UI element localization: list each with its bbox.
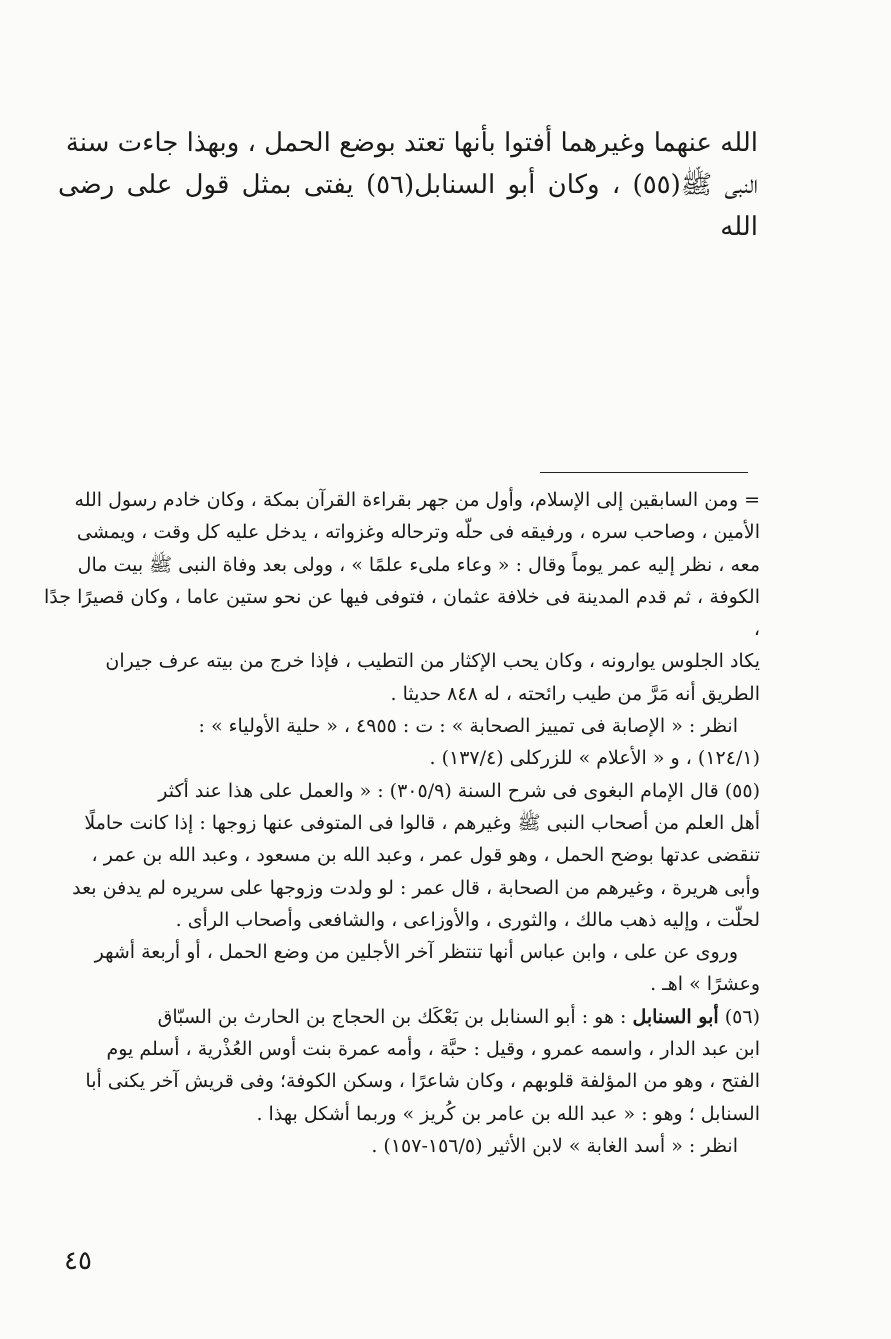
main-line-2: النبى ﷺ(٥٥) ، وكان أبو السنابل(٥٦) يفتى بمثل قول على رضى الله: [58, 170, 758, 242]
footnote-continuation-line: الطريق أنه مَرَّ من طيب رائحته ، له ٨٤٨ حديثا .: [390, 682, 760, 705]
footnote-55-line: [44, 775, 760, 807]
footnote-55-text: قال الإمام البغوى فى شرح السنة (٣٠٥/٩) : « والعمل على هذا عند أكثر: [158, 779, 719, 802]
reference-line: انظر : « الإصابة فى تمييز الصحابة » : ت : ٤٩٥٥ ، « حلية الأولياء » :: [198, 715, 738, 738]
footnotes: [44, 484, 760, 1162]
footnote-continuation-line: الأمين ، وصاحب سره ، ورفيقه فى حلّه وترحاله وغزواته ، يدخل عليه كل وقت ، ويمشى: [76, 521, 760, 544]
footnote-56-label: (٥٦): [724, 1005, 760, 1028]
reference-line: (١٢٤/١) ، و « الأعلام » للزركلى (١٣٧/٤) .: [429, 747, 760, 770]
footnote-continuation-line: الكوفة ، ثم قدم المدينة فى خلافة عثمان ، فتوفى فيها عن نحو ستين عاما ، وكان قصيرًا جدًا ،: [44, 585, 760, 641]
footnote-56-line: ابن عبد الدار ، واسمه عمرو ، وقيل : حبَّة ، وأمه عمرة بنت أوس العُذْرية ، أسلم يوم: [106, 1038, 760, 1061]
footnote-56-line: السنابل ؛ وهو : « عبد الله بن عامر بن كُريز » وربما أشكل بهذا .: [256, 1102, 760, 1125]
footnote-56-title: أبو السنابل: [632, 1005, 719, 1028]
footnote-continuation-line: معه ، نظر إليه عمر يوماً وقال : « وعاء ملىء علمًا » ، وولى بعد وفاة النبى ﷺ بيت مال: [77, 553, 760, 576]
footnote-56-line: [44, 1001, 760, 1033]
footnote-divider: [540, 472, 748, 473]
reference-line: انظر : « أسد الغابة » لابن الأثير (١٥٦/٥-١٥٧) .: [371, 1134, 738, 1157]
page-number: ٤٥: [64, 1246, 92, 1276]
footnote-56-line: الفتح ، وهو من المؤلفة قلوبهم ، وكان شاعرًا ، وسكن الكوفة؛ وفى قريش آخر يكنى أبا: [85, 1070, 760, 1093]
footnote-55-line: وروى عن على ، وابن عباس أنها تنتظر آخر الأجلين من وضع الحمل ، أو أربعة أشهر: [94, 941, 738, 964]
footnote-55-line: تنقضى عدتها بوضح الحمل ، وهو قول عمر ، وعبد الله بن مسعود ، وعبد الله بن عمر ،: [91, 844, 760, 867]
footnote-56-text: : هو : أبو السنابل بن بَعْكَك بن الحجاج بن الحارث بن السبّاق: [157, 1005, 627, 1028]
footnote-continuation-line: = ومن السابقين إلى الإسلام، وأول من جهر بقراءة القرآن بمكة ، وكان خادم رسول الله: [74, 489, 760, 511]
main-line-1: الله عنهما وغيرهما أفتوا بأنها تعتد بوضع الحمل ، وبهذا جاءت سنة: [65, 128, 758, 158]
footnote-55-line: وأبى هريرة ، وغيرهم من الصحابة ، قال عمر : لو ولدت وزوجها على سريره لم يدفن بعد: [72, 876, 760, 899]
footnote-55-line: وعشرًا » اهـ .: [650, 973, 760, 996]
footnote-55-line: لحلّت ، وإليه ذهب مالك ، والثورى ، والأوزاعى ، والشافعى وأصحاب الرأى .: [175, 908, 760, 931]
footnote-continuation-line: يكاد الجلوس يوارونه ، وكان يحب الإكثار من التطيب ، فإذا خرج من بيته عرف جيران: [105, 650, 760, 673]
footnote-55-line: أهل العلم من أصحاب النبى ﷺ وغيرهم ، قالوا فى المتوفى عنها زوجها : إذا كانت حاملًا: [84, 811, 760, 834]
footnote-55-label: (٥٥): [724, 779, 760, 802]
main-text: [58, 122, 758, 248]
